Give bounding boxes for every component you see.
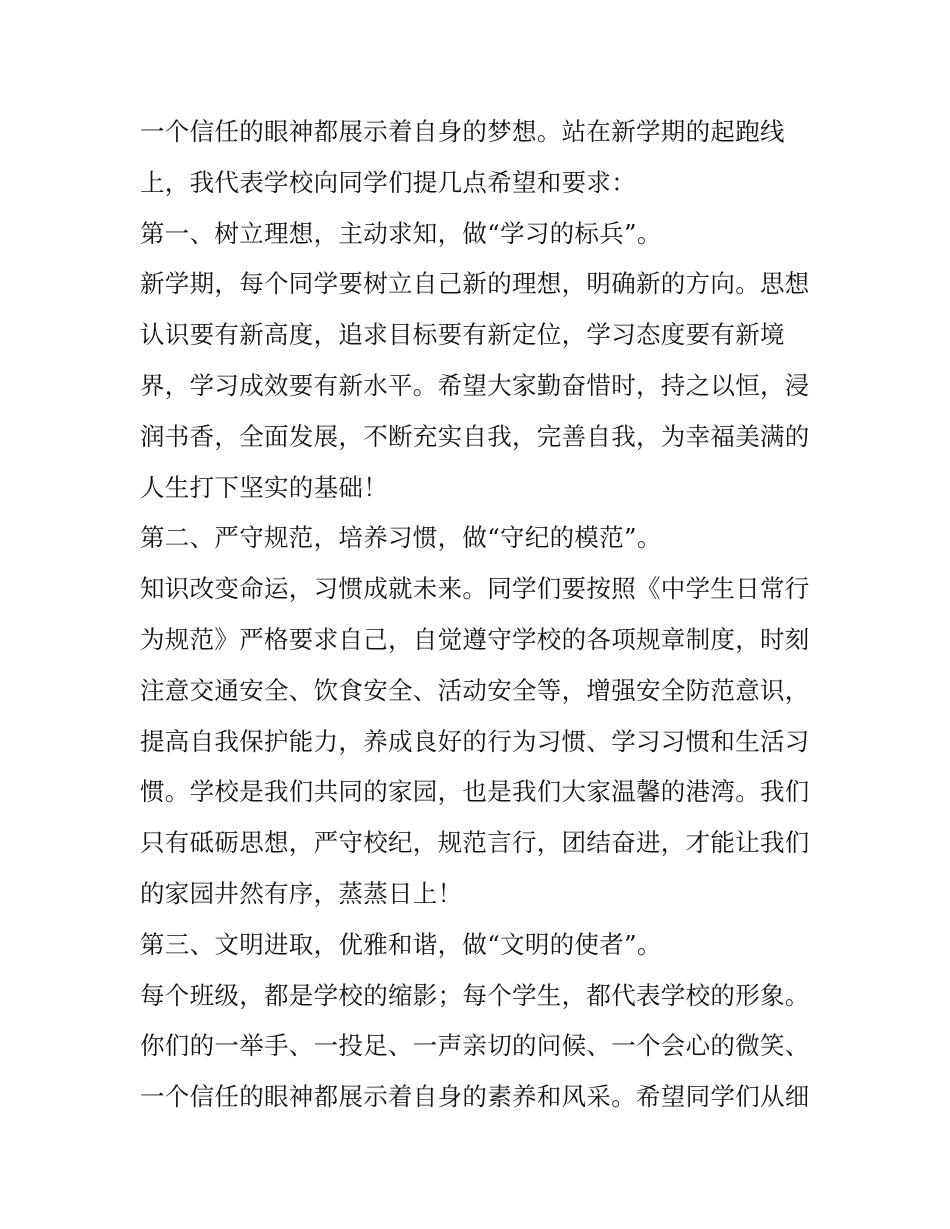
text-line: 你们的一举手、一投足、一声亲切的问候、一个会心的微笑、	[140, 1031, 810, 1061]
text-line: 一个信任的眼神都展示着自身的素养和风采。希望同学们从细	[140, 1082, 810, 1112]
text-line: 知识改变命运，习惯成就未来。同学们要按照《中学生日常行	[140, 574, 810, 604]
text-line: 的家园井然有序，蒸蒸日上！	[140, 878, 463, 908]
text-line: 一个信任的眼神都展示着自身的梦想。站在新学期的起跑线	[140, 117, 785, 146]
text-line: 上，我代表学校向同学们提几点希望和要求：	[140, 167, 636, 197]
text-line: 人生打下坚实的基础！	[140, 472, 388, 502]
text-line: 界，学习成效要有新水平。希望大家勤奋惜时，持之以恒，浸	[140, 370, 810, 400]
text-line: 认识要有新高度，追求目标要有新定位，学习态度要有新境	[140, 320, 785, 350]
section-heading: 第三、文明进取，优雅和谐，做“文明的使者”。	[140, 929, 662, 959]
text-line: 为规范》严格要求自己，自觉遵守学校的各项规章制度，时刻	[140, 624, 810, 654]
text-line: 每个班级，都是学校的缩影；每个学生，都代表学校的形象。	[140, 980, 810, 1010]
text-line: 提高自我保护能力，养成良好的行为习惯、学习习惯和生活习	[140, 726, 810, 756]
text-line: 惯。学校是我们共同的家园，也是我们大家温馨的港湾。我们	[140, 777, 810, 807]
text-line: 新学期，每个同学要树立自己新的理想，明确新的方向。思想	[140, 269, 810, 299]
section-heading: 第一、树立理想，主动求知，做“学习的标兵”。	[140, 218, 662, 248]
text-line: 只有砥砺思想，严守校纪，规范言行，团结奋进，才能让我们	[140, 828, 810, 858]
text-line: 注意交通安全、饮食安全、活动安全等，增强安全防范意识，	[140, 675, 810, 705]
section-heading: 第二、严守规范，培养习惯，做“守纪的模范”。	[140, 523, 662, 553]
body-text	[140, 107, 820, 1123]
text-line: 润书香，全面发展，不断充实自我，完善自我，为幸福美满的	[140, 421, 810, 451]
